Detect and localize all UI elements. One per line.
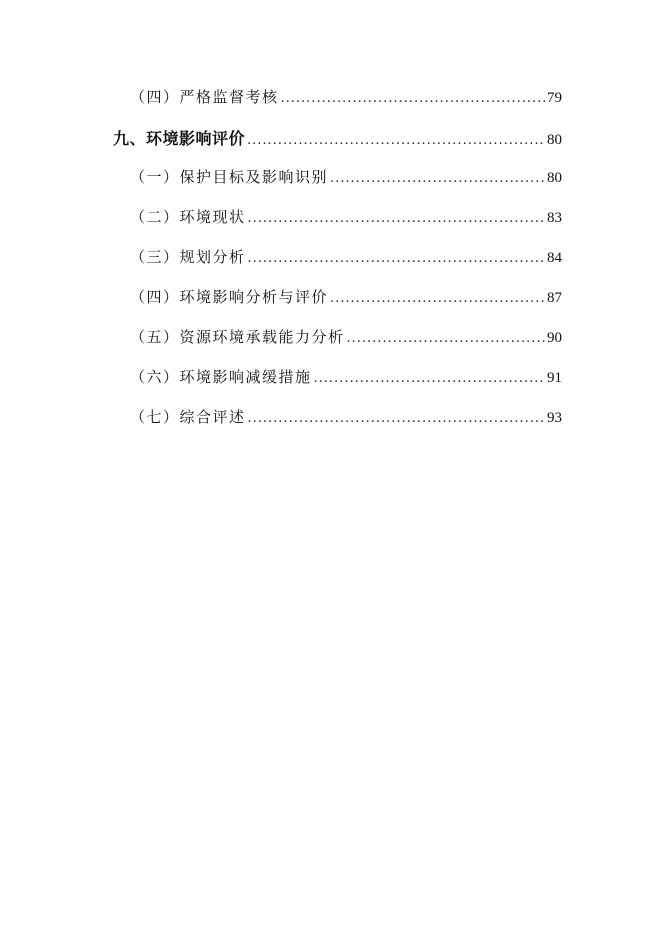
toc-dot-leader: [248, 411, 545, 426]
toc-entry-mitigation-measures[interactable]: [130, 366, 562, 390]
toc-entry-title: （二）环境现状: [130, 208, 246, 226]
toc-entry-title: （七）综合评述: [130, 408, 246, 426]
toc-entry-comprehensive-review[interactable]: [130, 406, 562, 430]
toc-page-number: 79: [547, 90, 562, 106]
toc-page-number: 83: [547, 210, 562, 226]
toc-entry-impact-analysis[interactable]: [130, 286, 562, 310]
toc-dot-leader: [281, 91, 545, 106]
toc-entry-title: （四）严格监督考核: [130, 88, 279, 106]
toc-entry-title: （三）规划分析: [130, 248, 246, 266]
toc-entry-title: （六）环境影响减缓措施: [130, 368, 312, 386]
toc-entry-environmental-status[interactable]: [130, 206, 562, 230]
toc-page-number: 80: [547, 132, 562, 148]
toc-entry-strict-supervision[interactable]: [130, 86, 562, 110]
toc-entry-plan-analysis[interactable]: [130, 246, 562, 270]
toc-page-number: 93: [547, 410, 562, 426]
toc-entry-protection-targets[interactable]: [130, 166, 562, 190]
toc-page-number: 91: [547, 370, 562, 386]
toc-entry-title: 九、环境影响评价: [113, 129, 246, 148]
toc-page-number: 87: [547, 290, 562, 306]
toc-dot-leader: [314, 371, 545, 386]
toc-dot-leader: [347, 331, 545, 346]
toc-page-number: 90: [547, 330, 562, 346]
toc-page-number: 80: [547, 170, 562, 186]
toc-entry-title: （四）环境影响分析与评价: [130, 288, 329, 306]
toc-entry-title: （一）保护目标及影响识别: [130, 168, 329, 186]
toc-page-number: 84: [547, 250, 562, 266]
toc-entry-environmental-impact-assessment[interactable]: [113, 126, 562, 150]
toc-dot-leader: [330, 291, 545, 306]
toc-dot-leader: [248, 251, 545, 266]
toc-entry-title: （五）资源环境承载能力分析: [130, 328, 345, 346]
toc-entry-carrying-capacity[interactable]: [130, 326, 562, 350]
toc-dot-leader: [247, 133, 545, 148]
toc-dot-leader: [330, 171, 545, 186]
toc-dot-leader: [248, 211, 545, 226]
